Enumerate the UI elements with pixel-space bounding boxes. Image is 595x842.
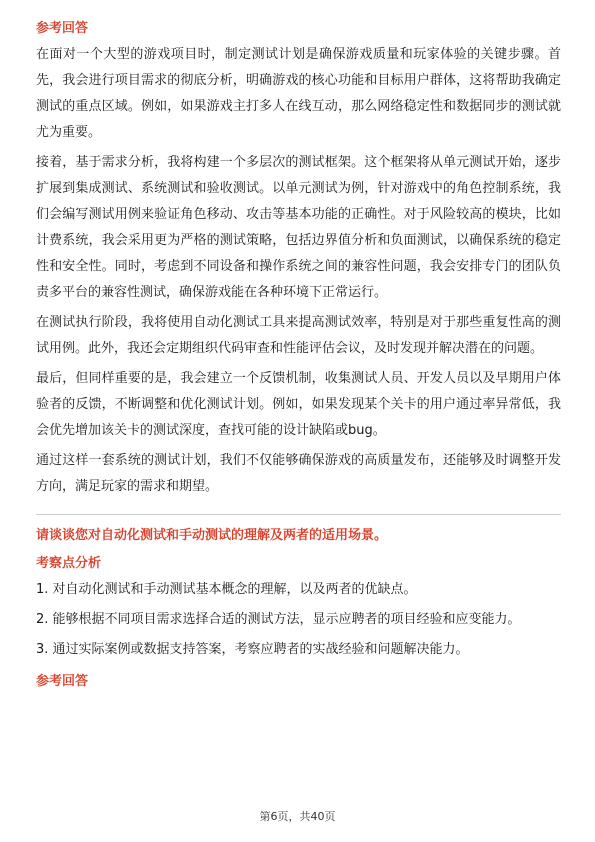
answer-paragraph-2: 接着，基于需求分析，我将构建一个多层次的测试框架。这个框架将从单元测试开始，逐步扩展到集成测试、系统测试和验收测试。以单元测试为例，针对游戏中的角色控制系统，我们会编写测试用例来验证角色移动、攻击等基本功能的正确性。对于风险较高的模块，比如计费系统，我会采用更为严格的测试策略，包括边界值分析和负面测试，以确保系统的稳定性和安全性。同时，考虑到不同设备和操作系统之间的兼容性问题，我会安排专门的团队负责多平台的兼容性测试，确保游戏能在各种环境下正常运行。	[36, 155, 561, 300]
analysis-point-2: 2. 能够根据不同项目需求选择合适的测试方法，显示应聘者的项目经验和应变能力。	[36, 612, 521, 627]
page-footer: 第6页，共40页	[259, 810, 336, 823]
page-content	[36, 20, 561, 695]
analysis-point-3: 3. 通过实际案例或数据支持答案，考察应聘者的实战经验和问题解决能力。	[36, 642, 469, 657]
reference-answer-heading-2: 参考回答	[36, 674, 89, 689]
answer-paragraph-5: 通过这样一套系统的测试计划，我们不仅能够确保游戏的高质量发布，还能够及时调整开发方向，满足玩家的需求和期望。	[36, 453, 561, 494]
analysis-point-list	[36, 577, 561, 663]
analysis-point-1: 1. 对自动化测试和手动测试基本概念的理解，以及两者的优缺点。	[36, 582, 417, 597]
reference-answer-heading: 参考回答	[36, 21, 89, 36]
interview-question: 请谈谈您对自动化测试和手动测试的理解及两者的适用场景。	[36, 528, 388, 543]
answer-paragraph-3: 在测试执行阶段，我将使用自动化测试工具来提高测试效率，特别是对于那些重复性高的测试用例。此外，我还会定期组织代码审查和性能评估会议，及时发现并解决潜在的问题。	[36, 315, 561, 356]
answer-paragraph-1: 在面对一个大型的游戏项目时，制定测试计划是确保游戏质量和玩家体验的关键步骤。首先，我会进行项目需求的彻底分析，明确游戏的核心功能和目标用户群体，这将帮助我确定测试的重点区域。例如，如果游戏主打多人在线互动，那么网络稳定性和数据同步的测试就尤为重要。	[36, 47, 561, 140]
section-divider	[36, 514, 561, 515]
analysis-heading: 考察点分析	[36, 556, 102, 571]
answer-paragraph-4: 最后，但同样重要的是，我会建立一个反馈机制，收集测试人员、开发人员以及早期用户体验者的反馈，不断调整和优化测试计划。例如，如果发现某个关卡的用户通过率异常低，我会优先增加该关卡的测试深度，查找可能的设计缺陷或bug。	[36, 371, 561, 438]
